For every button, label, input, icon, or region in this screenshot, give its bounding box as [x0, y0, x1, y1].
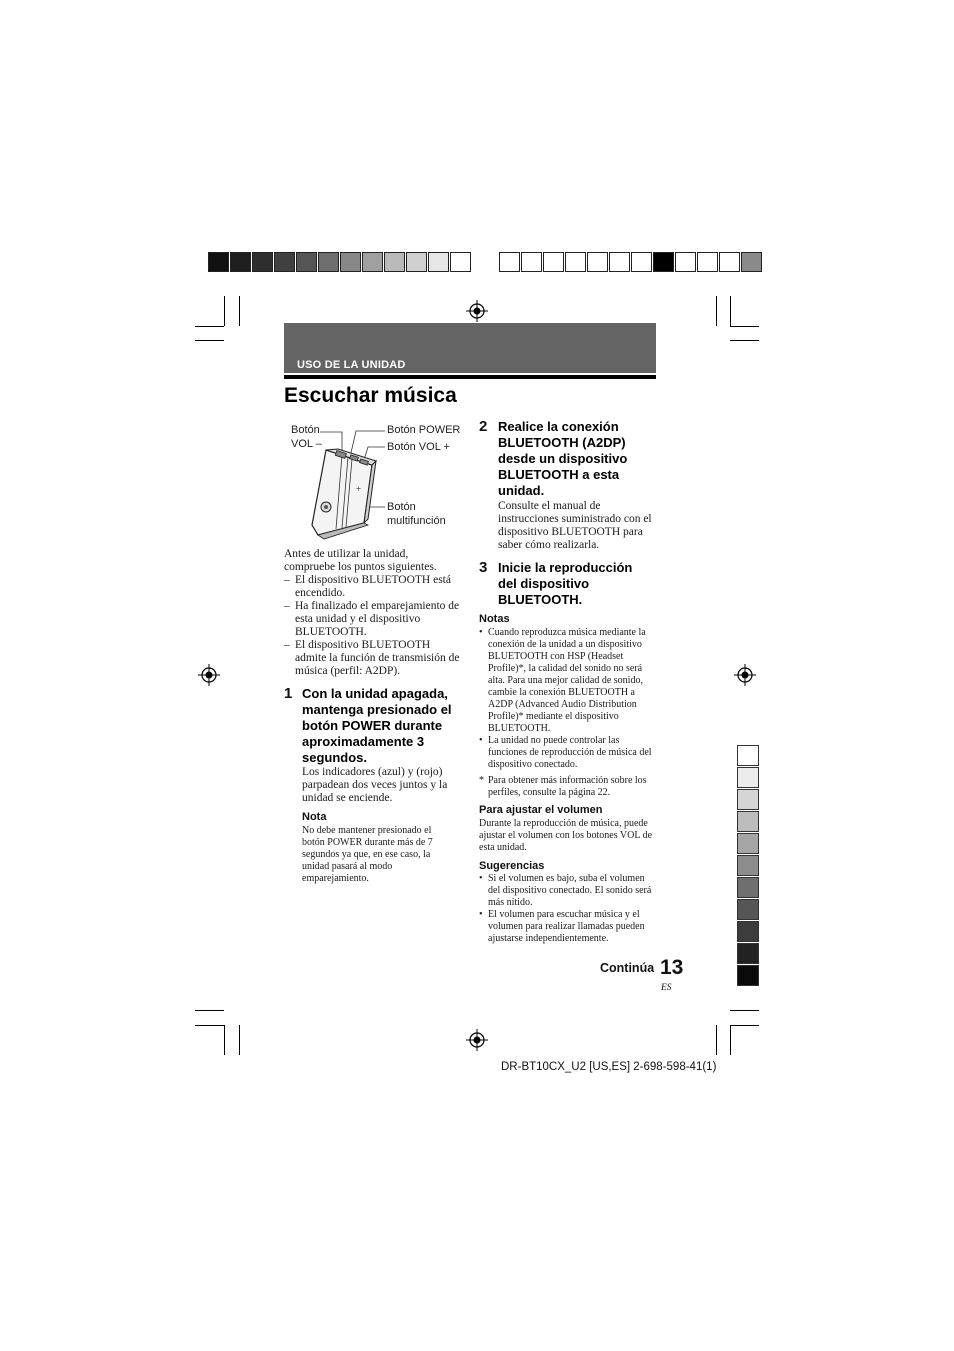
list-item: – El dispositivo BLUETOOTH admite la función de transmisión de música (perfil: A2DP). [284, 639, 460, 677]
device-plus-mark: + [356, 484, 362, 494]
continued-label: Continúa [600, 961, 655, 975]
registration-mark-icon [466, 1029, 488, 1051]
color-calibration-strip-left [208, 252, 472, 274]
color-swatch [362, 252, 383, 272]
color-swatch [499, 252, 520, 272]
footnote: * Para obtener más información sobre los perfiles, consulte la página 22. [479, 775, 647, 798]
page-number: 13 [660, 956, 684, 979]
color-swatch [719, 252, 740, 272]
step-2-body: Consulte el manual de instrucciones suministrado con el dispositivo BLUETOOTH para saber cómo realizarla. [498, 500, 652, 551]
step-2-number: 2 [479, 418, 488, 435]
section-label: USO DE LA UNIDAD [297, 359, 406, 371]
step-3-heading: Inicie la reproducción del dispositivo BLUETOOTH. [498, 560, 633, 607]
list-item: – El dispositivo BLUETOOTH está encendido. [284, 574, 451, 599]
color-swatch [318, 252, 339, 272]
list-item: • Cuando reproduzca música mediante la conexión de la unidad a un dispositivo BLUETOOTH con HSP (Headset Profile)*, la calidad del sonido no será alta. Para una mejor calidad de sonido, cambie la conexión BLUETOOTH a A2DP (Advanced Audio Distribution Profile)* mediante el dispositivo BLUETOOTH. [479, 627, 646, 734]
color-swatch [406, 252, 427, 272]
crop-mark [195, 1010, 224, 1011]
color-swatch [428, 252, 449, 272]
color-swatch [296, 252, 317, 272]
crop-mark [730, 296, 731, 326]
step-1-body: Los indicadores (azul) y (rojo) parpadean dos veces juntos y la unidad se enciende. [302, 766, 448, 804]
color-swatch [697, 252, 718, 272]
step-1-number: 1 [284, 685, 293, 702]
page-title: Escuchar música [284, 384, 457, 407]
registration-mark-icon [466, 300, 488, 322]
label-power: Botón POWER [387, 424, 461, 436]
note-heading: Nota [302, 811, 327, 823]
language-code: ES [661, 983, 672, 993]
color-swatch [521, 252, 542, 272]
note-body: No debe mantener presionado el botón POWER durante más de 7 segundos ya que, en ese caso, la unidad pasará al modo emparejamiento. [302, 825, 433, 884]
color-swatch [737, 767, 759, 788]
list-item: • Si el volumen es bajo, suba el volumen del dispositivo conectado. El sonido será más nítido. [479, 873, 652, 908]
color-swatch [340, 252, 361, 272]
color-swatch [737, 921, 759, 942]
list-item: • El volumen para escuchar música y el volumen para realizar llamadas pueden ajustarse independientemente. [479, 909, 645, 944]
step-3-number: 3 [479, 559, 488, 576]
label-vol-plus: Botón VOL + [387, 441, 450, 453]
color-swatch [737, 855, 759, 876]
label-vol-minus: Botón VOL – [291, 424, 322, 450]
thumb-index-tab [737, 745, 759, 987]
crop-mark [730, 326, 759, 327]
notes-heading: Notas [479, 613, 510, 625]
step-1-heading: Con la unidad apagada, mantenga presionado el botón POWER durante aproximadamente 3 segundos. [302, 686, 452, 765]
crop-mark [239, 1025, 240, 1055]
left-column [284, 548, 462, 678]
crop-mark [224, 296, 225, 326]
color-swatch [230, 252, 251, 272]
color-swatch [609, 252, 630, 272]
volume-heading: Para ajustar el volumen [479, 804, 603, 816]
crop-mark [224, 1025, 225, 1055]
color-swatch [737, 877, 759, 898]
crop-mark [730, 1010, 759, 1011]
crop-mark [730, 1025, 731, 1055]
notes-list [479, 627, 657, 771]
color-swatch [631, 252, 652, 272]
list-item: • La unidad no puede controlar las funciones de reproducción de música del dispositivo conectado. [479, 735, 652, 770]
color-swatch [737, 965, 759, 986]
crop-mark [730, 1025, 759, 1026]
color-swatch [737, 789, 759, 810]
color-swatch [741, 252, 762, 272]
color-swatch [384, 252, 405, 272]
registration-mark-icon [198, 664, 220, 686]
precheck-list [284, 574, 462, 678]
color-swatch [450, 252, 471, 272]
crop-mark [730, 340, 759, 341]
color-swatch [653, 252, 674, 272]
color-swatch [737, 943, 759, 964]
volume-body: Durante la reproducción de música, puede ajustar el volumen con los botones VOL de esta unidad. [479, 818, 653, 853]
color-swatch [565, 252, 586, 272]
color-swatch [274, 252, 295, 272]
color-swatch [208, 252, 229, 272]
color-swatch [252, 252, 273, 272]
step-2-heading: Realice la conexión BLUETOOTH (A2DP) desde un dispositivo BLUETOOTH a esta unidad. [498, 419, 628, 498]
color-swatch [737, 811, 759, 832]
crop-mark [195, 326, 224, 327]
color-swatch [543, 252, 564, 272]
crop-mark [195, 340, 224, 341]
color-swatch [587, 252, 608, 272]
color-calibration-strip-right [499, 252, 763, 274]
color-swatch [737, 899, 759, 920]
color-swatch [737, 833, 759, 854]
registration-mark-icon [734, 664, 756, 686]
crop-mark [239, 296, 240, 326]
color-swatch [737, 745, 759, 766]
label-multifunction: Botón multifunción [387, 501, 446, 527]
tips-heading: Sugerencias [479, 860, 545, 872]
intro-text: Antes de utilizar la unidad, compruebe los puntos siguientes. [284, 548, 437, 573]
document-code: DR-BT10CX_U2 [US,ES] 2-698-598-41(1) [501, 1061, 717, 1073]
crop-mark [195, 1025, 224, 1026]
crop-mark [716, 1025, 717, 1055]
color-swatch [675, 252, 696, 272]
list-item: – Ha finalizado el emparejamiento de esta unidad y el dispositivo BLUETOOTH. [284, 600, 460, 638]
header-rule [284, 375, 656, 379]
tips-list [479, 873, 657, 945]
crop-mark [716, 296, 717, 326]
